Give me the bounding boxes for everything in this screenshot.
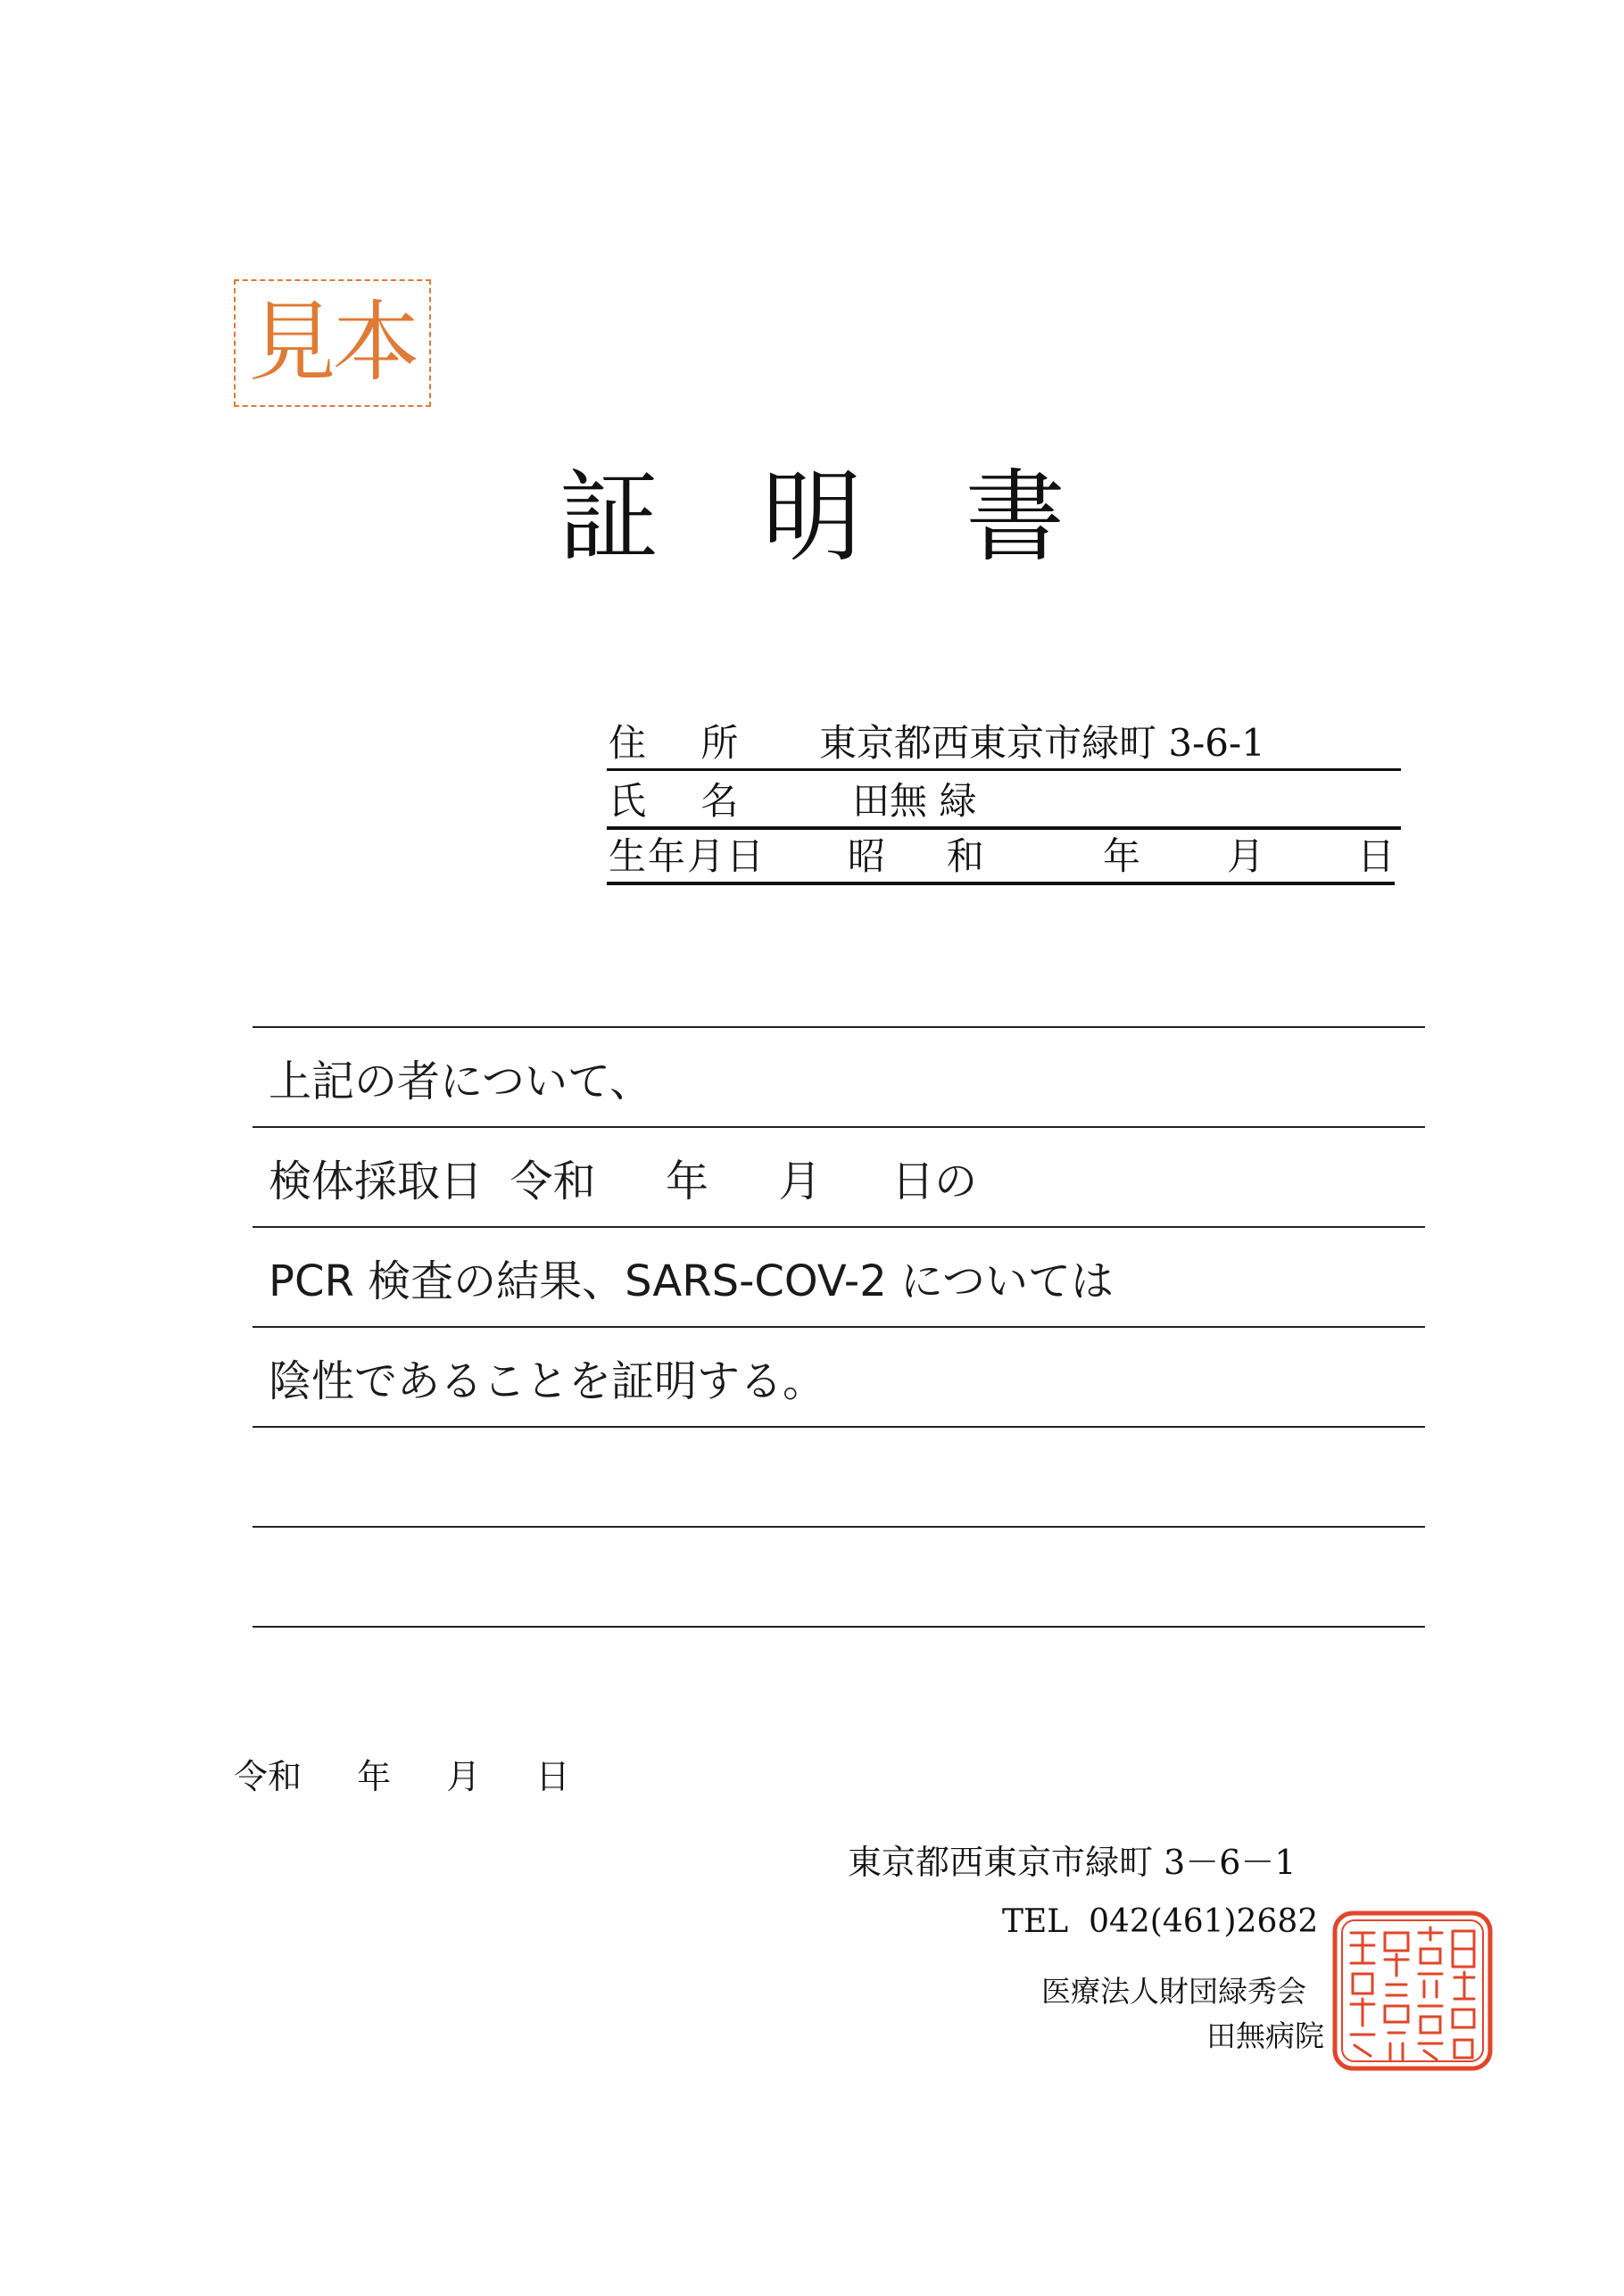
address-value: 東京都西東京市緑町 3-6-1 — [819, 721, 1265, 765]
address-label: 住 所 — [609, 721, 741, 765]
birth-era: 昭 和 — [848, 834, 984, 878]
sample-watermark: 見本 — [234, 279, 431, 407]
rule-line — [253, 1226, 1425, 1228]
name-label: 氏 名 — [609, 779, 741, 823]
rule-line — [253, 1526, 1425, 1528]
official-seal — [1331, 1910, 1494, 2072]
rule-line — [253, 1026, 1425, 1028]
address-row — [607, 718, 1401, 771]
issuer-hospital: 田無病院 — [1206, 2018, 1324, 2053]
birth-year-label: 年 — [1103, 834, 1141, 878]
issuer-tel: TEL 042(461)2682 — [1002, 1903, 1319, 1940]
rule-line — [253, 1326, 1425, 1328]
name-value: 田無 緑 — [852, 779, 977, 823]
body-line-1: 上記の者について、 — [269, 1057, 653, 1107]
issuer-organization: 医療法人財団緑秀会 — [1041, 1974, 1306, 2009]
issue-date: 令和 年 月 日 — [234, 1757, 570, 1796]
name-row — [607, 776, 1401, 830]
birth-day-label: 日 — [1357, 834, 1396, 878]
document-title: 証 明 書 — [559, 460, 1101, 576]
issuer-address: 東京都西東京市緑町 3－6－1 — [848, 1843, 1297, 1882]
body-line-2: 検体採取日 令和 年 月 日の — [269, 1156, 978, 1206]
body-line-4: 陰性であることを証明する。 — [269, 1356, 826, 1406]
rule-line — [253, 1426, 1425, 1428]
rule-line — [253, 1126, 1425, 1128]
seal-stamp-icon — [1331, 1910, 1494, 2072]
body-line-3: PCR 検査の結果、SARS-COV-2 については — [269, 1256, 1114, 1306]
birthdate-row — [607, 832, 1395, 885]
birth-month-label: 月 — [1227, 834, 1265, 878]
rule-line — [253, 1626, 1425, 1628]
birthdate-label: 生年月日 — [609, 834, 766, 878]
